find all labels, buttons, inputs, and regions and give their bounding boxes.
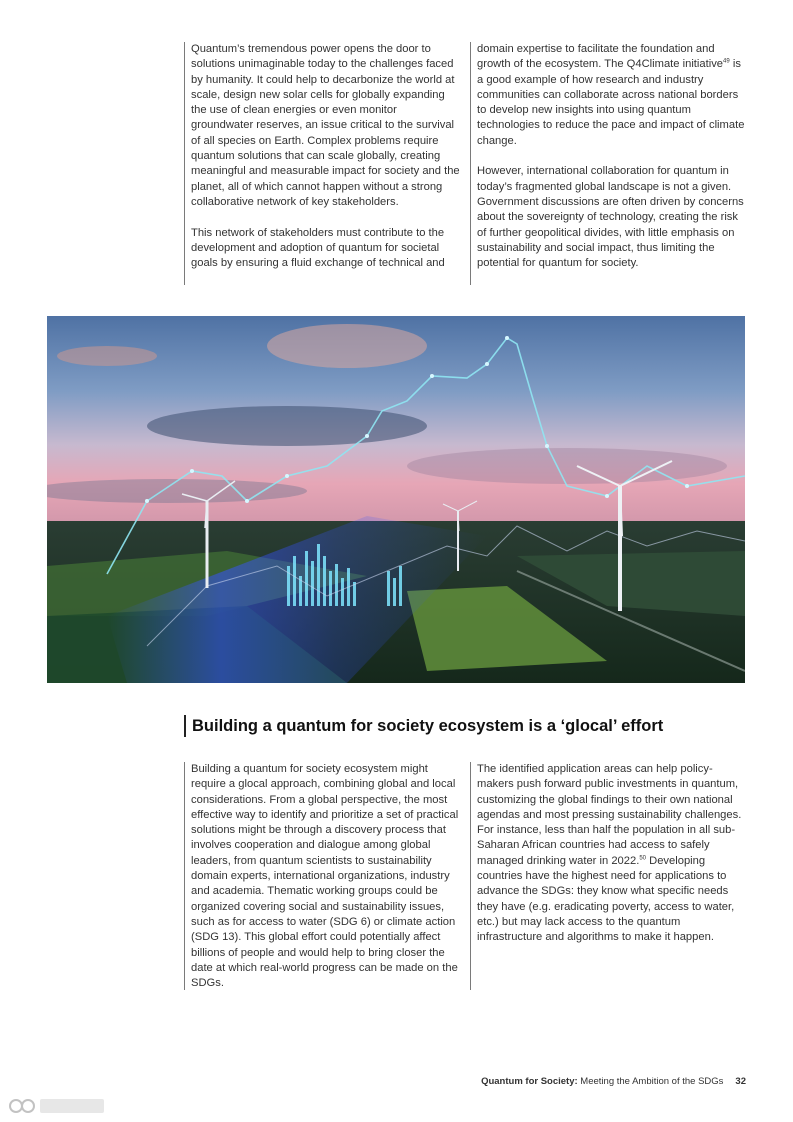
paragraph: Building a quantum for society ecosystem might require a glocal approach, combining global and local considerations. From a global perspective, the most effective way to identify and prioritize a set of practical solutions might be through a discovery process that involves cooperation and dialogue among global leaders, from quantum scientists to sustainability domain experts, international organizations, industry and academia. Thematic working groups could be organized covering social and sustainability issues, such as for access to water (SDG 6) or climate action (SDG 13). This global effort could potentially affect billions of people and would help to bring closer the date at which real-world progress can be made on the SDGs. (191, 763, 459, 990)
report-subtitle: Meeting the Ambition of the SDGs (577, 1076, 724, 1087)
top-right-column (470, 42, 748, 285)
bottom-right-column (470, 762, 748, 990)
cloud (57, 346, 157, 366)
cloud (147, 406, 427, 446)
footnote-ref[interactable]: 50 (639, 855, 647, 862)
footnote-ref[interactable]: 49 (723, 58, 730, 65)
watermark-logo (8, 1095, 108, 1117)
paragraph: Quantum’s tremendous power opens the door to solutions unimaginable today to the challenges faced by humanity. It could help to decarbonize the world at scale, design new solar cells for globally expanding the use of clean energies or even monitor groundwater reserves, an issue critical to the survival of all species on Earth. Complex problems require quantum solutions that can scale globally, creating meaningful and measurable impact for society and the planet, all of which cannot happen without a strong collaborative network of key stakeholders. (191, 43, 460, 208)
page-number: 32 (735, 1076, 746, 1087)
page-footer (481, 1076, 746, 1087)
bottom-left-column (184, 762, 462, 990)
cloud (407, 448, 727, 484)
paragraph: domain expertise to facilitate the foundation and growth of the ecosystem. The Q4Climate initiative$^{49}$ is a good example of how research and industry communities can collaborate across national borders to develop new insights into using quantum technologies to reduce the pace and impact of climate change. (477, 43, 745, 147)
paragraph: However, international collaboration for quantum in today’s fragmented global landscape is not a given. Government discussions are often driven by concerns about the sovereignty of technology, creating the risk of further geopolitical divides, with little emphasis on sustainability and social impact, thus limiting the potential for quantum for society. (477, 165, 744, 270)
cloud (267, 324, 427, 368)
paragraph: The identified application areas can help policy-makers push forward public investments in quantum, customizing the global findings to their own national agendas and most pressing sustainability challenges. For instance, less than half the population in all sub-Saharan African countries had access to safely managed drinking water in 2022.50 Developing countries have the highest need for applications to advance the SDGs: they know what specific needs they have (e.g. eradicating poverty, access to water, etc.) but may lack access to the quantum infrastructure and algorithms to make it happen. (477, 763, 742, 944)
top-left-column (184, 42, 462, 285)
paragraph: This network of stakeholders must contribute to the development and adoption of quantum for societal goals by ensuring a fluid exchange of technical and (191, 226, 445, 270)
report-title: Quantum for Society: (481, 1076, 578, 1087)
wind-turbine-landscape-image (47, 316, 745, 683)
section-heading: Building a quantum for society ecosystem is a ‘glocal’ effort (184, 715, 744, 737)
